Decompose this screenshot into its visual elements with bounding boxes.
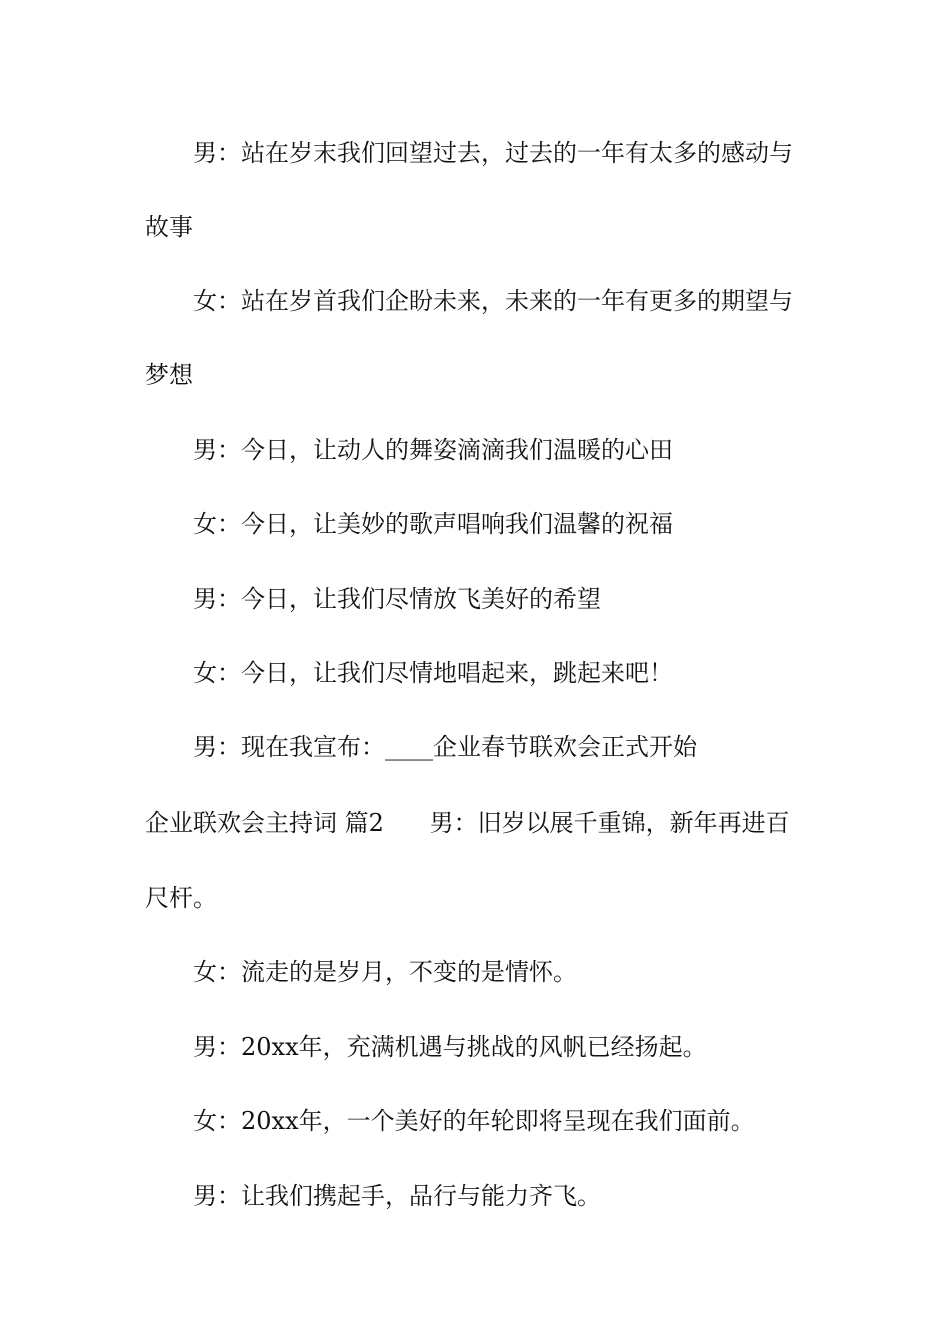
paragraph-line: 故事 bbox=[145, 213, 193, 241]
paragraph-line: 男：站在岁末我们回望过去，过去的一年有太多的感动与 bbox=[193, 139, 793, 167]
paragraph-line: 女：今日，让美妙的歌声唱响我们温馨的祝福 bbox=[193, 510, 673, 538]
paragraph-line: 女：流走的是岁月，不变的是情怀。 bbox=[193, 958, 577, 986]
paragraph-line: 男：今日，让我们尽情放飞美好的希望 bbox=[193, 585, 601, 613]
paragraph-line: 女：站在岁首我们企盼未来，未来的一年有更多的期望与 bbox=[193, 287, 793, 315]
section-heading-line: 企业联欢会主持词 篇2 男：旧岁以展千重锦，新年再进百 bbox=[145, 809, 790, 837]
paragraph-line: 女：20xx年，一个美好的年轮即将呈现在我们面前。 bbox=[193, 1107, 755, 1135]
paragraph-line: 尺杆。 bbox=[145, 884, 217, 912]
paragraph-line: 梦想 bbox=[145, 361, 193, 389]
paragraph-line: 男：20xx年，充满机遇与挑战的风帆已经扬起。 bbox=[193, 1033, 707, 1061]
paragraph-line: 男：让我们携起手，品行与能力齐飞。 bbox=[193, 1182, 601, 1210]
paragraph-line: 男：现在我宣布：____企业春节联欢会正式开始 bbox=[193, 733, 697, 761]
paragraph-line: 女：今日，让我们尽情地唱起来，跳起来吧！ bbox=[193, 659, 673, 687]
paragraph-line: 男：今日，让动人的舞姿滴滴我们温暖的心田 bbox=[193, 436, 673, 464]
